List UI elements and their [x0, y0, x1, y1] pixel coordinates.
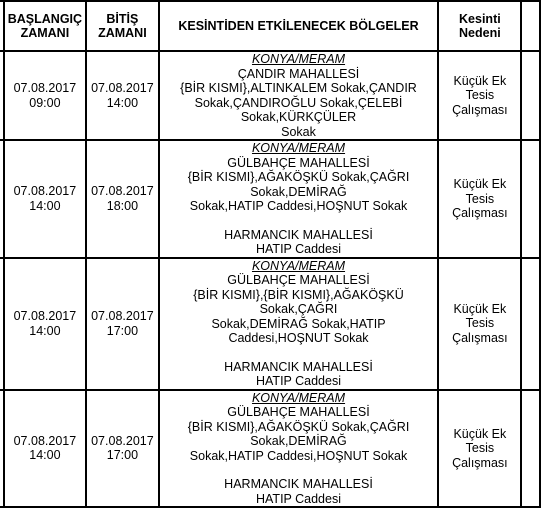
end-time: 17:00 — [106, 323, 139, 338]
region-gap — [163, 463, 435, 477]
region-line: Sokak,HATIP Caddesi,HOŞNUT Sokak — [189, 448, 408, 463]
end-time-cell — [86, 140, 159, 258]
cut-cell-right — [521, 258, 540, 390]
end-date: 07.08.2017 — [91, 433, 154, 448]
reason-line: Küçük Ek — [453, 177, 507, 191]
start-date: 07.08.2017 — [13, 81, 77, 95]
header-end-time — [86, 1, 159, 51]
reason-line: Tesis — [465, 316, 495, 331]
region-line: HATIP Caddesi — [256, 491, 341, 506]
end-date: 07.08.2017 — [91, 184, 154, 199]
region-line: HARMANCIK MAHALLESİ — [224, 477, 373, 491]
header-reason-l2: Nedeni — [459, 26, 501, 40]
region-line: GÜLBAHÇE MAHALLESİ — [227, 273, 370, 287]
reason-line: Çalışması — [452, 206, 508, 220]
header-end-l2: ZAMANI — [98, 26, 147, 40]
table-row — [0, 258, 540, 390]
cut-cell-right — [521, 51, 540, 140]
region-line: {BİR KISMI},{BİR KISMI},AĞAKÖŞKÜ Sokak,ÇAĞRI — [193, 287, 404, 316]
start-time-cell — [4, 390, 86, 508]
region-line: ÇANDIR MAHALLESİ — [237, 66, 360, 81]
region-line: HARMANCIK MAHALLESİ — [224, 359, 373, 374]
regions-cell — [159, 140, 439, 258]
reason-line: Çalışması — [452, 455, 508, 470]
reason-line: Küçük Ek — [453, 301, 507, 316]
header-reason — [438, 1, 521, 51]
reason-line: Küçük Ek — [453, 73, 507, 88]
header-start-l1: BAŞLANGIÇ — [7, 11, 83, 26]
start-time-cell — [4, 140, 86, 258]
header-start-time — [4, 1, 86, 51]
reason-line: Tesis — [465, 88, 495, 103]
end-time: 17:00 — [106, 448, 139, 463]
header-regions: KESİNTİDEN ETKİLENECEK BÖLGELER — [159, 1, 439, 51]
start-time: 14:00 — [29, 198, 61, 213]
region-line: HATIP Caddesi — [256, 374, 341, 388]
start-time: 14:00 — [29, 323, 61, 338]
end-time-cell — [86, 390, 159, 508]
header-cut-cell-right — [521, 1, 540, 51]
end-time-cell — [86, 51, 159, 140]
reason-cell — [438, 140, 521, 258]
district-name: KONYA/MERAM — [251, 258, 346, 273]
end-time-cell — [86, 258, 159, 390]
region-gap — [163, 214, 435, 228]
start-time-cell — [4, 258, 86, 390]
end-time: 18:00 — [106, 198, 139, 213]
start-time: 14:00 — [29, 448, 61, 463]
reason-line: Çalışması — [452, 102, 508, 117]
start-date: 07.08.2017 — [13, 184, 77, 199]
table-row — [0, 140, 540, 258]
header-start-l2: ZAMANI — [20, 26, 70, 40]
header-end-l1: BİTİŞ — [106, 11, 139, 26]
region-line: Sokak,ÇANDIROĞLU Sokak,ÇELEBİ Sokak,KÜRKÇÜLER — [194, 95, 403, 124]
region-line: GÜLBAHÇE MAHALLESİ — [227, 155, 370, 170]
table-row — [0, 390, 540, 508]
start-date: 07.08.2017 — [13, 309, 77, 323]
reason-line: Tesis — [465, 441, 495, 455]
region-line: Sokak,HATIP Caddesi,HOŞNUT Sokak — [189, 199, 408, 213]
region-line: Sokak — [281, 124, 316, 139]
header-reason-l1: Kesinti — [459, 11, 501, 26]
reason-line: Tesis — [465, 191, 495, 206]
reason-line: Küçük Ek — [453, 426, 507, 441]
region-line: {BİR KISMI},ALTINKALEM Sokak,ÇANDIR — [180, 81, 417, 95]
region-line: HARMANCIK MAHALLESİ — [224, 227, 373, 242]
start-time-cell — [4, 51, 86, 140]
reason-cell — [438, 390, 521, 508]
end-date: 07.08.2017 — [91, 81, 154, 95]
reason-cell — [438, 51, 521, 140]
region-line: {BİR KISMI},AĞAKÖŞKÜ Sokak,ÇAĞRI Sokak,DEMİRAĞ — [187, 419, 410, 448]
regions-cell — [159, 51, 439, 140]
end-date: 07.08.2017 — [91, 309, 154, 323]
cut-cell-right — [521, 390, 540, 508]
reason-line: Çalışması — [452, 330, 508, 345]
region-line: {BİR KISMI},AĞAKÖŞKÜ Sokak,ÇAĞRI Sokak,DEMİRAĞ — [187, 170, 410, 199]
district-name: KONYA/MERAM — [251, 390, 346, 405]
regions-cell — [159, 390, 439, 508]
start-date: 07.08.2017 — [13, 433, 77, 448]
end-time: 14:00 — [106, 95, 139, 110]
reason-cell — [438, 258, 521, 390]
header-row — [0, 1, 540, 51]
regions-cell — [159, 258, 439, 390]
cut-cell-right — [521, 140, 540, 258]
table-row — [0, 51, 540, 140]
district-name: KONYA/MERAM — [251, 141, 346, 155]
region-gap — [163, 346, 435, 360]
region-line: Sokak,DEMİRAĞ Sokak,HATIP Caddesi,HOŞNUT Sokak — [211, 316, 386, 345]
start-time: 09:00 — [29, 95, 61, 110]
region-line: HATIP Caddesi — [256, 242, 341, 256]
district-name: KONYA/MERAM — [251, 52, 346, 66]
region-line: GÜLBAHÇE MAHALLESİ — [227, 405, 370, 419]
